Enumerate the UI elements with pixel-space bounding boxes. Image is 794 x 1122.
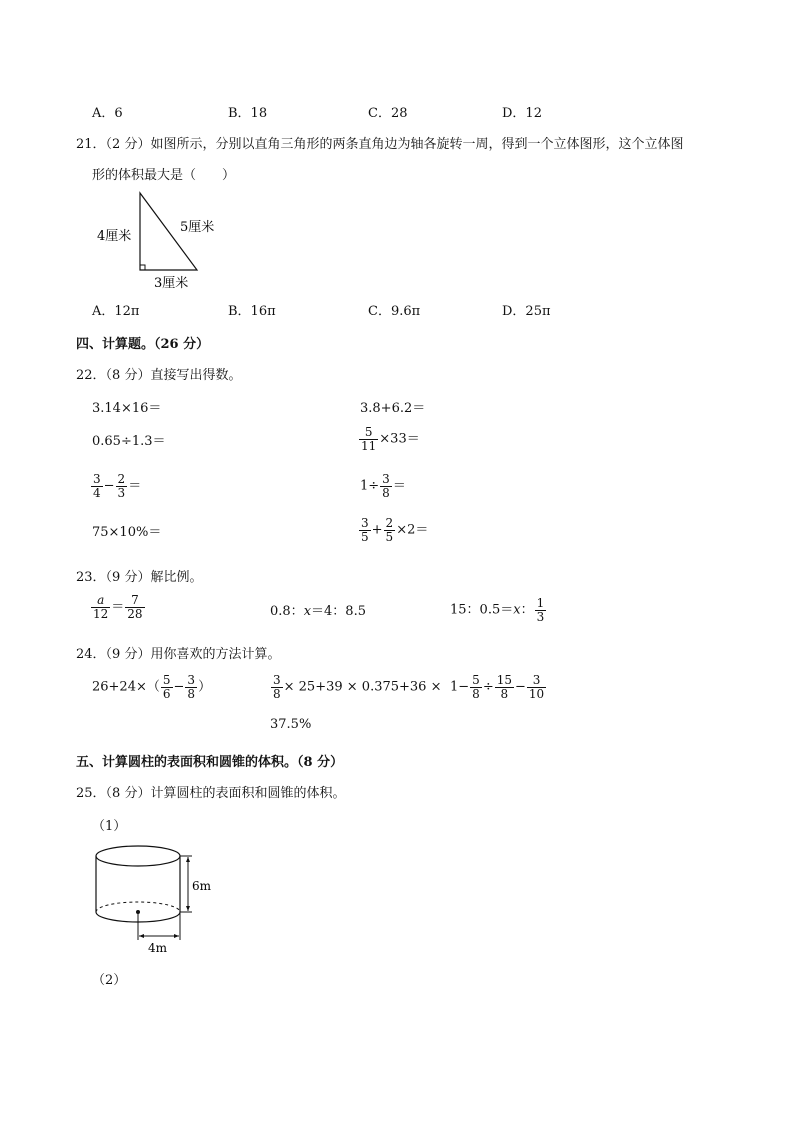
frac-num: 15 <box>496 673 512 687</box>
frac-den: 11 <box>361 438 377 453</box>
right-angle-mark <box>140 265 145 270</box>
frac-num: 7 <box>125 594 144 608</box>
frac-num: 5 <box>359 426 378 440</box>
triangle-bottom-label: 3厘米 <box>154 276 189 291</box>
radius-label: 4m <box>148 941 168 955</box>
q22-r4-right <box>358 517 428 543</box>
height-arrow-bottom <box>186 906 190 911</box>
frac-num: 3 <box>382 472 390 486</box>
q22-title: 22．（8 分）直接写出得数。 <box>76 368 242 383</box>
operator: + <box>371 522 383 538</box>
frac-num: 3 <box>93 472 101 486</box>
operator: ÷ <box>482 679 494 695</box>
variable-x: x <box>303 604 312 619</box>
frac-num: 3 <box>527 674 546 688</box>
frac-den: 28 <box>127 606 143 621</box>
frac-num: 3 <box>273 673 281 687</box>
q24-expr2 <box>270 674 441 700</box>
q23-eq1 <box>90 594 146 620</box>
expr-text: × 25+39 × 0.375+36 × <box>283 679 442 695</box>
expr-text: ） <box>198 679 212 695</box>
q20-option-b: B．18 <box>228 106 268 121</box>
section-5-heading: 五、计算圆柱的表面积和圆锥的体积。（8 分） <box>76 755 344 770</box>
expr-text: ： <box>520 602 534 618</box>
expr-text: 15：0.5＝ <box>450 602 514 618</box>
frac-num: 5 <box>472 673 480 687</box>
expr-text: 1− <box>450 679 470 695</box>
equals: ＝ <box>111 599 125 615</box>
frac-num: 3 <box>187 673 196 687</box>
q22-r1-right: 3.8+6.2＝ <box>360 401 426 416</box>
q21-option-b: B．16π <box>228 304 276 319</box>
expr-text: ×2＝ <box>396 522 429 538</box>
q21-option-d: D．25π <box>502 304 551 319</box>
frac-den: 10 <box>528 686 545 701</box>
q21-stem-line2: 形的体积最大是（ ） <box>92 168 236 183</box>
q21-stem-line1: 21．（2 分）如图所示，分别以直角三角形的两条直角边为轴各旋转一周，得到一个立体图形，这个立体图 <box>76 137 684 152</box>
frac-den: 4 <box>93 485 101 500</box>
equals: ＝ <box>392 478 406 494</box>
q21-option-c: C．9.6π <box>368 304 421 319</box>
triangle-hypotenuse-label: 5厘米 <box>180 220 215 235</box>
expr-text: ＝4：8.5 <box>311 604 366 619</box>
q20-option-a: A．6 <box>92 106 123 121</box>
equals: ＝ <box>128 478 142 494</box>
height-arrow-top <box>186 857 190 862</box>
frac-den: 6 <box>162 686 171 701</box>
q24-title: 24．（9 分）用你喜欢的方法计算。 <box>76 647 281 662</box>
frac-den: 8 <box>500 686 509 701</box>
expr-text: ×33＝ <box>379 431 420 447</box>
q23-title: 23．（9 分）解比例。 <box>76 570 203 585</box>
q22-r4-left: 75×10%＝ <box>92 525 162 540</box>
q20-option-c: C．28 <box>368 106 408 121</box>
q21-triangle-figure <box>90 188 230 294</box>
expr-text: 26+24×（ <box>92 679 160 695</box>
q22-r3-right <box>360 473 406 499</box>
frac-den: 8 <box>472 686 480 701</box>
expr-text: 1÷ <box>360 478 380 494</box>
frac-den: 3 <box>536 609 545 624</box>
q22-r3-left <box>90 473 141 499</box>
cylinder-top <box>96 846 180 866</box>
section-4-heading: 四、计算题。（26 分） <box>76 337 210 352</box>
frac-den: 8 <box>273 686 281 701</box>
frac-num: 1 <box>536 596 545 610</box>
frac-den: 8 <box>382 485 390 500</box>
q23-eq2 <box>270 600 366 619</box>
expr-text: 0.8： <box>270 604 304 619</box>
q25-title: 25．（8 分）计算圆柱的表面积和圆锥的体积。 <box>76 786 346 801</box>
operator: − <box>103 478 115 494</box>
q25-sub2: （2） <box>92 973 127 988</box>
q22-r2-right <box>358 426 420 452</box>
q21-option-a: A．12π <box>92 304 140 319</box>
frac-num: a <box>91 594 110 608</box>
variable-x: x <box>513 602 521 618</box>
height-label: 6m <box>192 879 212 893</box>
q24-expr2-line2: 37.5% <box>270 717 312 732</box>
q22-r2-left: 0.65÷1.3＝ <box>92 434 166 449</box>
operator: − <box>173 679 185 695</box>
operator: − <box>515 679 526 695</box>
frac-num: 3 <box>361 516 369 530</box>
frac-num: 5 <box>162 673 171 687</box>
q24-expr1 <box>92 674 211 700</box>
q22-r1-left: 3.14×16＝ <box>92 401 162 416</box>
frac-den: 12 <box>93 606 109 621</box>
frac-num: 2 <box>117 472 126 486</box>
frac-den: 8 <box>187 686 196 701</box>
q24-expr3 <box>450 674 547 700</box>
radius-arrow-right <box>174 934 179 938</box>
triangle-left-label: 4厘米 <box>97 229 132 244</box>
frac-num: 2 <box>385 516 394 530</box>
frac-den: 5 <box>361 529 369 544</box>
radius-arrow-left <box>139 934 144 938</box>
frac-den: 3 <box>117 485 126 500</box>
q25-sub1: （1） <box>92 819 127 834</box>
q23-eq3 <box>450 597 547 623</box>
q20-option-d: D．12 <box>502 106 542 121</box>
cylinder-figure <box>88 840 228 960</box>
frac-den: 5 <box>385 529 394 544</box>
